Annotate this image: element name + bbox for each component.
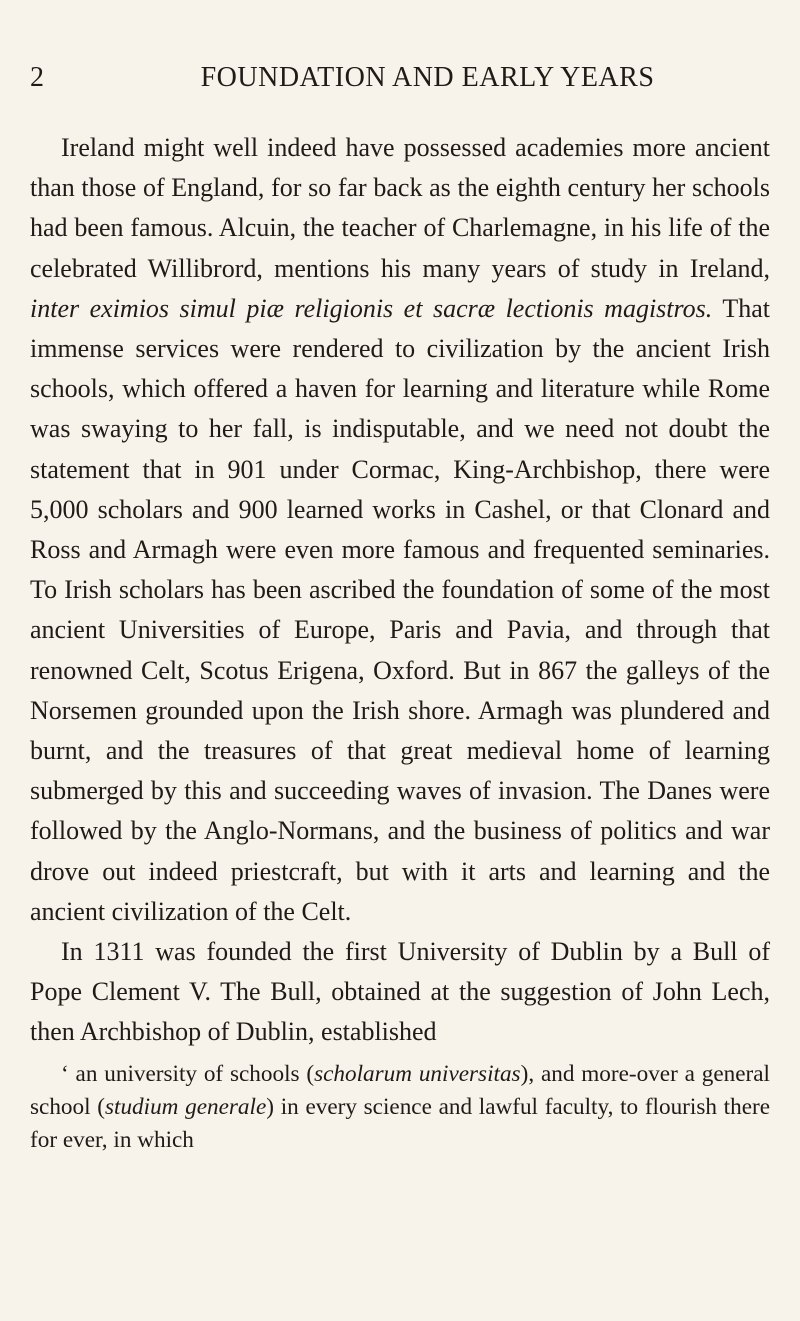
paragraph-ireland-schools (30, 128, 770, 932)
chapter-title: FOUNDATION AND EARLY YEARS (200, 62, 655, 93)
latin-term-scholarum: scholarum universitas (314, 1060, 521, 1087)
paragraph-university-founding: In 1311 was founded the first University of Dublin by a Bull of Pope Clement V. The Bull, obtained at the suggestion of John Lech, then Archbishop of Dublin, established (30, 937, 770, 1047)
paragraph-text: Ireland might well indeed have possessed academies more ancient than those of England, for so far back as the eighth century her schools had been famous. Alcuin, the teacher of Charlemagne, in his life of the celebrated Willibrord, mentions his many years of study in Ireland, (30, 133, 770, 283)
latin-quote-magistros: inter eximios simul piæ religionis et sacræ lectionis magistros. (30, 293, 713, 323)
quote-text: ), and more-over a general school ( (30, 1060, 770, 1120)
paragraph-text: That immense services were rendered to civilization by the ancient Irish schools, which offered a haven for learning and literature while Rome was swaying to her fall, is indisputable, and we need not doubt the statement that in 901 under Cormac, King-Archbishop, there were 5,000 scholars and 900 learned works in Cashel, or that Clonard and Ross and Armagh were even more famous and frequented seminaries. To Irish scholars has been ascribed the foundation of some of the most ancient Universities of Europe, Paris and Pavia, and through that renowned Celt, Scotus Erigena, Oxford. But in 867 the galleys of the Norsemen grounded upon the Irish shore. Armagh was plundered and burnt, and the treasures of that great medieval home of learning submerged by this and succeeding waves of invasion. The Danes were followed by the Anglo-Normans, and the business of politics and war drove out indeed priestcraft, but with it arts and learning and the ancient civilization of the Celt. (30, 293, 770, 926)
quote-text: ) in every science and lawful faculty, to flourish there for ever, in which (30, 1093, 771, 1153)
body-text (30, 128, 770, 1157)
latin-term-studium: studium generale (104, 1093, 267, 1120)
quote-text: ‘ an university of schools ( (61, 1060, 315, 1087)
page-number: 2 (30, 62, 45, 93)
running-head (30, 62, 770, 102)
block-quote-bull (30, 1058, 770, 1157)
